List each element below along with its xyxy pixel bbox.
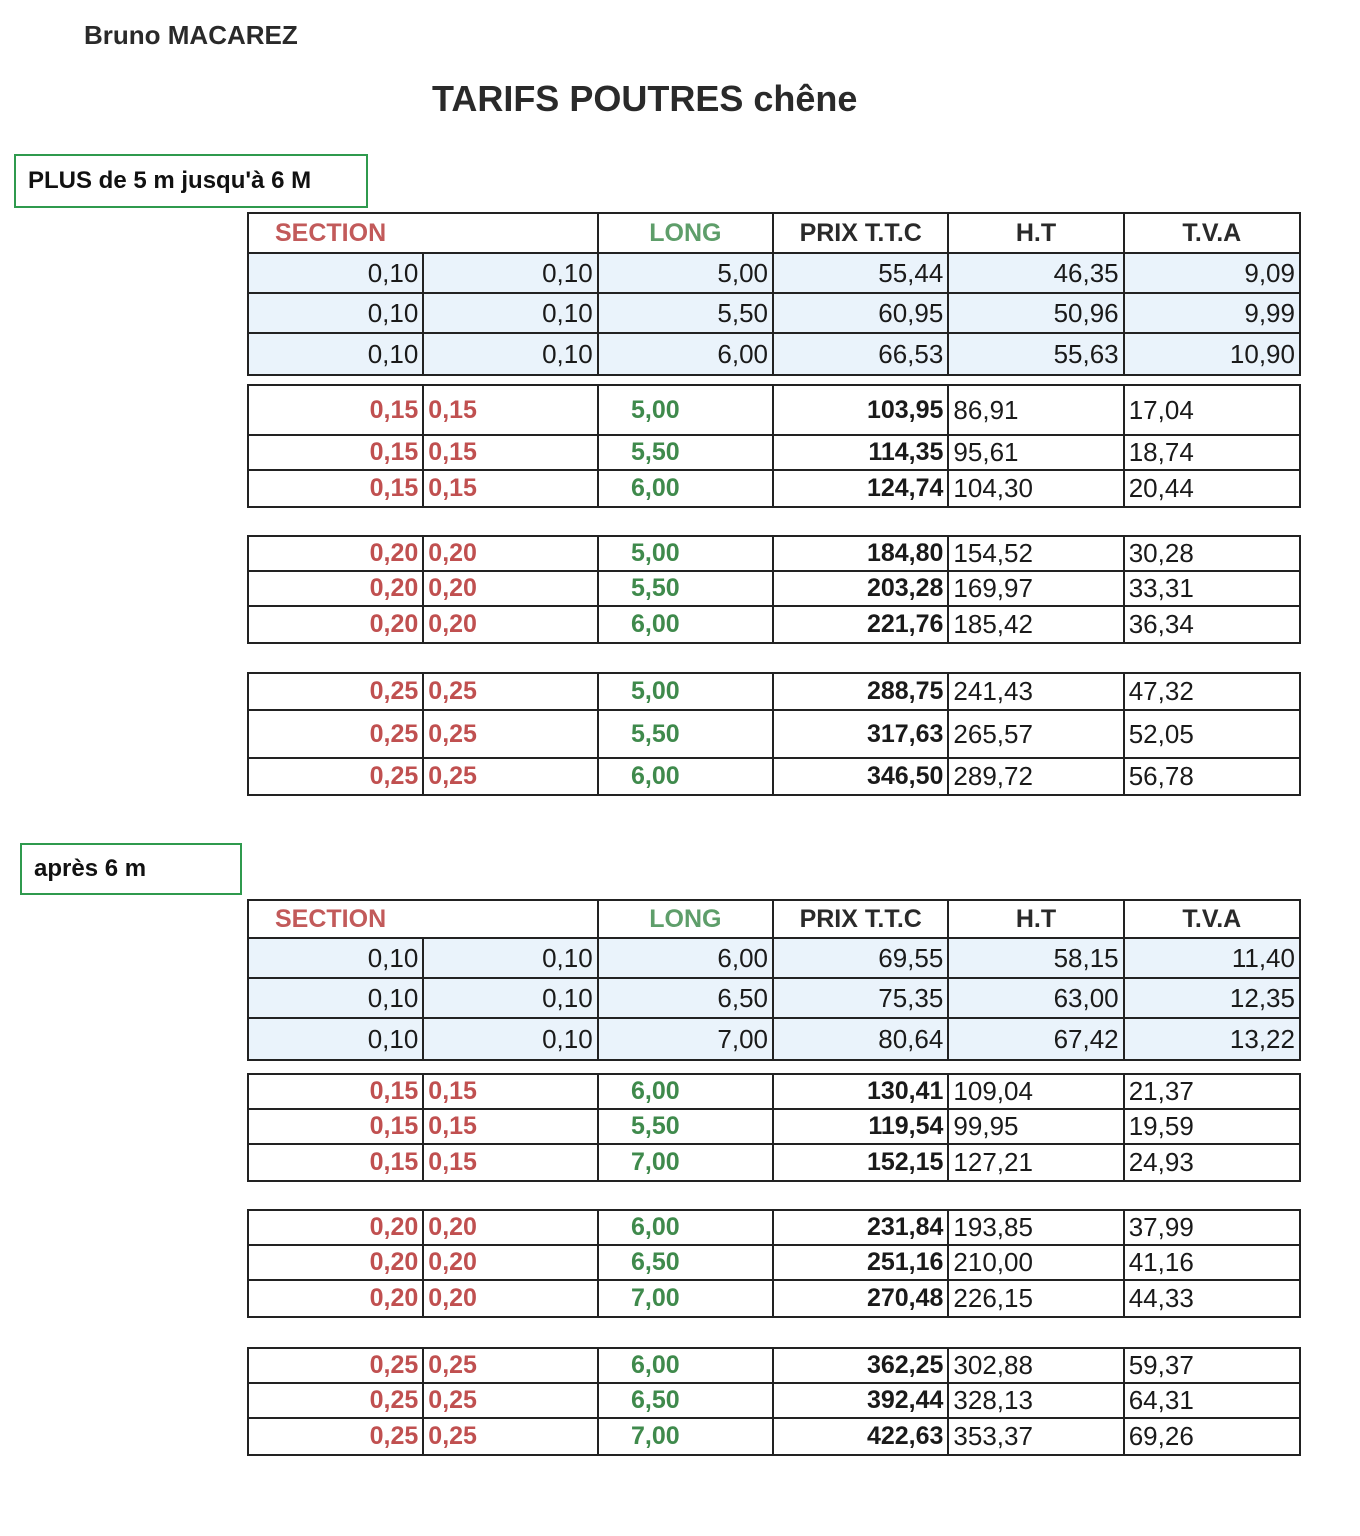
price-ht: 67,42 xyxy=(949,1019,1124,1059)
table-row xyxy=(249,674,1299,711)
tva: 12,35 xyxy=(1125,979,1299,1017)
tva: 41,16 xyxy=(1128,1247,1194,1277)
length: 7,00 xyxy=(599,1419,775,1454)
table-row xyxy=(249,1281,1299,1316)
price-ht: 104,30 xyxy=(949,471,1124,506)
section-width: 0,10 xyxy=(249,334,424,374)
table-row xyxy=(249,436,1299,471)
table-row xyxy=(249,939,1299,979)
price-ht: 353,37 xyxy=(949,1419,1124,1454)
section-height: 0,25 xyxy=(424,711,598,757)
header-ht: H.T xyxy=(949,901,1124,937)
section-width: 0,15 xyxy=(249,1110,424,1143)
price-ttc: 251,16 xyxy=(774,1246,949,1279)
section-width: 0,10 xyxy=(249,294,424,332)
section-height: 0,15 xyxy=(424,471,598,506)
tva: 9,09 xyxy=(1125,254,1299,292)
price-ht: 127,21 xyxy=(949,1145,1124,1180)
tva: 19,59 xyxy=(1128,1111,1194,1141)
length: 6,00 xyxy=(599,334,774,374)
length: 6,00 xyxy=(599,1349,775,1382)
length: 6,50 xyxy=(599,1384,775,1417)
tva: 44,33 xyxy=(1128,1283,1194,1313)
section-height: 0,10 xyxy=(424,254,598,292)
table-row xyxy=(249,607,1299,642)
tva: 17,04 xyxy=(1128,394,1194,425)
section-width: 0,20 xyxy=(249,1246,424,1279)
tva: 30,28 xyxy=(1128,538,1194,568)
section-width: 0,10 xyxy=(249,979,424,1017)
price-ttc: 288,75 xyxy=(774,674,949,709)
section-width: 0,10 xyxy=(249,939,424,977)
price-ht: 210,00 xyxy=(949,1246,1124,1279)
length: 6,50 xyxy=(599,979,774,1017)
table-row xyxy=(249,537,1299,572)
section-height: 0,15 xyxy=(424,386,598,434)
section-height: 0,20 xyxy=(424,537,598,570)
price-ttc: 124,74 xyxy=(774,471,949,506)
header-long: LONG xyxy=(599,214,774,252)
price-ttc: 221,76 xyxy=(774,607,949,642)
section-width: 0,20 xyxy=(249,1281,424,1316)
section-height: 0,10 xyxy=(424,334,598,374)
price-ttc: 60,95 xyxy=(774,294,949,332)
table-row xyxy=(249,1384,1299,1419)
length: 5,00 xyxy=(599,386,775,434)
price-ht: 154,52 xyxy=(949,537,1124,570)
tva: 69,26 xyxy=(1128,1421,1194,1451)
section-width: 0,20 xyxy=(249,1211,424,1244)
price-ttc: 392,44 xyxy=(774,1384,949,1417)
tva: 64,31 xyxy=(1128,1385,1194,1415)
length: 5,00 xyxy=(599,674,775,709)
section-height: 0,10 xyxy=(424,939,598,977)
length: 5,50 xyxy=(599,1110,775,1143)
price-ttc: 69,55 xyxy=(774,939,949,977)
price-table xyxy=(247,672,1301,796)
section-height: 0,20 xyxy=(424,607,598,642)
price-ttc: 130,41 xyxy=(774,1075,949,1108)
table-row xyxy=(249,759,1299,794)
price-ht: 46,35 xyxy=(949,254,1124,292)
table-row xyxy=(249,386,1299,436)
table-row xyxy=(249,1145,1299,1180)
price-ht: 185,42 xyxy=(949,607,1124,642)
table-row xyxy=(249,254,1299,294)
section-height: 0,25 xyxy=(424,1349,598,1382)
price-ttc: 422,63 xyxy=(774,1419,949,1454)
price-ht: 99,95 xyxy=(949,1110,1124,1143)
tva: 11,40 xyxy=(1125,939,1299,977)
table-row xyxy=(249,1019,1299,1059)
section-width: 0,25 xyxy=(249,674,424,709)
section-width: 0,25 xyxy=(249,759,424,794)
price-ht: 109,04 xyxy=(949,1075,1124,1108)
price-table xyxy=(247,1073,1301,1182)
length: 7,00 xyxy=(599,1145,775,1180)
price-ht: 302,88 xyxy=(949,1349,1124,1382)
section-width: 0,15 xyxy=(249,1075,424,1108)
price-ttc: 346,50 xyxy=(774,759,949,794)
table-row xyxy=(249,979,1299,1019)
price-ht: 95,61 xyxy=(949,436,1124,469)
price-ht: 58,15 xyxy=(949,939,1124,977)
price-ttc: 114,35 xyxy=(774,436,949,469)
header-prix: PRIX T.T.C xyxy=(774,214,949,252)
table-row xyxy=(249,1075,1299,1110)
length: 5,50 xyxy=(599,572,775,605)
section-width: 0,25 xyxy=(249,1384,424,1417)
length: 7,00 xyxy=(599,1019,774,1059)
table-row xyxy=(249,1419,1299,1454)
length: 6,50 xyxy=(599,1246,775,1279)
length: 5,50 xyxy=(599,436,775,469)
price-ttc: 80,64 xyxy=(774,1019,949,1059)
section-height: 0,20 xyxy=(424,572,598,605)
tva: 21,37 xyxy=(1128,1076,1194,1106)
header-section: SECTION xyxy=(249,214,599,252)
section-width: 0,15 xyxy=(249,1145,424,1180)
section-height: 0,20 xyxy=(424,1246,598,1279)
price-table xyxy=(247,212,1301,376)
price-ttc: 317,63 xyxy=(774,711,949,757)
tva: 56,78 xyxy=(1128,761,1194,791)
section-width: 0,10 xyxy=(249,1019,424,1059)
header-ht: H.T xyxy=(949,214,1124,252)
section-width: 0,10 xyxy=(249,254,424,292)
price-ht: 50,96 xyxy=(949,294,1124,332)
table-row xyxy=(249,471,1299,506)
tva: 59,37 xyxy=(1128,1350,1194,1380)
section-height: 0,25 xyxy=(424,1384,598,1417)
section-width: 0,20 xyxy=(249,572,424,605)
table-header-row xyxy=(249,214,1299,254)
section-height: 0,25 xyxy=(424,759,598,794)
length: 5,00 xyxy=(599,254,774,292)
table-header-row xyxy=(249,901,1299,939)
section-height: 0,10 xyxy=(424,294,598,332)
price-ht: 55,63 xyxy=(949,334,1124,374)
section-width: 0,20 xyxy=(249,607,424,642)
table-row xyxy=(249,1110,1299,1145)
section-height: 0,25 xyxy=(424,1419,598,1454)
price-table xyxy=(247,384,1301,508)
price-ttc: 203,28 xyxy=(774,572,949,605)
section-height: 0,15 xyxy=(424,1075,598,1108)
price-ttc: 119,54 xyxy=(774,1110,949,1143)
tva: 33,31 xyxy=(1128,573,1194,603)
table-row xyxy=(249,711,1299,759)
section-height: 0,20 xyxy=(424,1281,598,1316)
length: 5,50 xyxy=(599,294,774,332)
section-width: 0,25 xyxy=(249,1419,424,1454)
length: 6,00 xyxy=(599,471,775,506)
section-width: 0,25 xyxy=(249,1349,424,1382)
price-ttc: 55,44 xyxy=(774,254,949,292)
section-height: 0,15 xyxy=(424,436,598,469)
section-label: après 6 m xyxy=(20,843,242,895)
price-ht: 86,91 xyxy=(949,386,1124,434)
tva: 13,22 xyxy=(1125,1019,1299,1059)
section-width: 0,25 xyxy=(249,711,424,757)
table-row xyxy=(249,1246,1299,1281)
price-table xyxy=(247,1347,1301,1456)
tva: 9,99 xyxy=(1125,294,1299,332)
table-row xyxy=(249,334,1299,374)
price-ht: 226,15 xyxy=(949,1281,1124,1316)
section-height: 0,25 xyxy=(424,674,598,709)
tva: 52,05 xyxy=(1128,718,1194,749)
tva: 36,34 xyxy=(1128,609,1194,639)
section-width: 0,15 xyxy=(249,471,424,506)
price-ht: 289,72 xyxy=(949,759,1124,794)
page-title: TARIFS POUTRES chêne xyxy=(432,78,858,119)
price-ttc: 270,48 xyxy=(774,1281,949,1316)
header-long: LONG xyxy=(599,901,774,937)
length: 6,00 xyxy=(599,759,775,794)
length: 6,00 xyxy=(599,1075,775,1108)
price-ttc: 103,95 xyxy=(774,386,949,434)
length: 5,00 xyxy=(599,537,775,570)
price-ht: 241,43 xyxy=(949,674,1124,709)
header-section: SECTION xyxy=(249,901,599,937)
length: 6,00 xyxy=(599,939,774,977)
price-ttc: 184,80 xyxy=(774,537,949,570)
price-ht: 169,97 xyxy=(949,572,1124,605)
table-row xyxy=(249,1349,1299,1384)
price-table xyxy=(247,899,1301,1061)
section-height: 0,15 xyxy=(424,1145,598,1180)
length: 6,00 xyxy=(599,1211,775,1244)
header-tva: T.V.A xyxy=(1182,218,1242,247)
table-row xyxy=(249,1211,1299,1246)
length: 7,00 xyxy=(599,1281,775,1316)
price-ht: 193,85 xyxy=(949,1211,1124,1244)
price-ttc: 66,53 xyxy=(774,334,949,374)
price-ttc: 362,25 xyxy=(774,1349,949,1382)
table-row xyxy=(249,572,1299,607)
price-table xyxy=(247,535,1301,644)
price-ttc: 75,35 xyxy=(774,979,949,1017)
tva: 37,99 xyxy=(1128,1212,1194,1242)
tva: 18,74 xyxy=(1128,437,1194,467)
tva: 20,44 xyxy=(1128,473,1194,503)
section-height: 0,15 xyxy=(424,1110,598,1143)
tva: 10,90 xyxy=(1125,334,1299,374)
price-ttc: 152,15 xyxy=(774,1145,949,1180)
section-width: 0,15 xyxy=(249,386,424,434)
tva: 24,93 xyxy=(1128,1147,1194,1177)
price-ht: 265,57 xyxy=(949,711,1124,757)
header-tva: T.V.A xyxy=(1182,904,1242,933)
section-height: 0,10 xyxy=(424,1019,598,1059)
length: 5,50 xyxy=(599,711,775,757)
section-width: 0,15 xyxy=(249,436,424,469)
section-height: 0,10 xyxy=(424,979,598,1017)
section-height: 0,20 xyxy=(424,1211,598,1244)
author-name: Bruno MACAREZ xyxy=(84,20,298,50)
table-row xyxy=(249,294,1299,334)
price-ht: 63,00 xyxy=(949,979,1124,1017)
tva: 47,32 xyxy=(1128,676,1194,706)
length: 6,00 xyxy=(599,607,775,642)
price-ttc: 231,84 xyxy=(774,1211,949,1244)
price-ht: 328,13 xyxy=(949,1384,1124,1417)
header-prix: PRIX T.T.C xyxy=(774,901,949,937)
price-table xyxy=(247,1209,1301,1318)
section-width: 0,20 xyxy=(249,537,424,570)
section-label: PLUS de 5 m jusqu'à 6 M xyxy=(14,154,368,208)
